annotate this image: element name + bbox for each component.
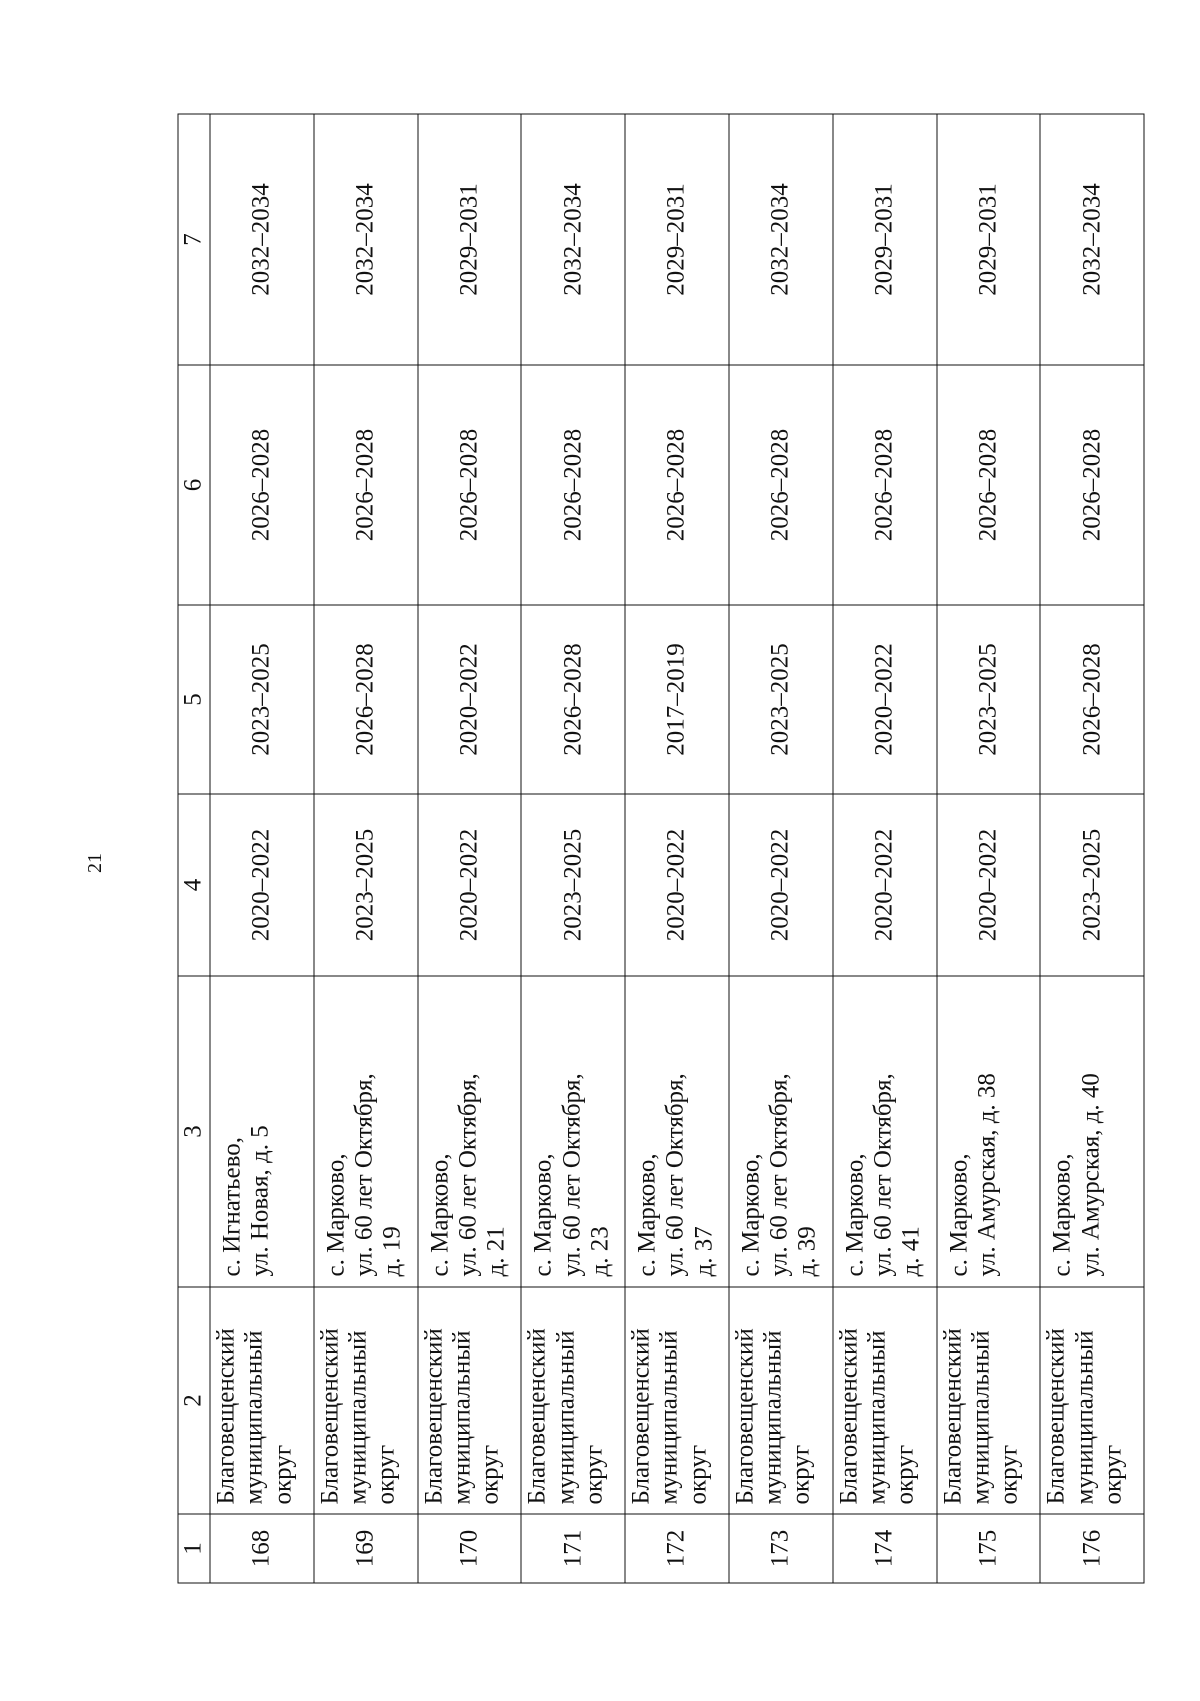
district-line: муниципальный [863,1330,891,1504]
district-line: Благовещенский [730,1327,758,1504]
address-line: д. 41 [897,1225,925,1276]
table-row [313,114,417,1583]
district-cell [728,1287,832,1514]
row-number-cell: 173 [728,1514,832,1583]
address-line: ул. Амурская, д. 38 [972,1072,1000,1276]
address-line: с. Марково, [321,1152,349,1276]
period-cell-p7: 2029–2031 [417,114,521,365]
address-line: ул. 60 лет Октября, [869,1072,897,1276]
column-header: 6 [178,365,210,605]
address-line: с. Игнатьево, [218,1136,245,1276]
district-line: округ [891,1444,919,1504]
district-line: Благовещенский [212,1327,239,1504]
row-number-cell: 176 [1040,1514,1144,1583]
district-line: округ [579,1444,607,1504]
district-line: муниципальный [551,1330,579,1504]
district-cell [313,1287,417,1514]
district-line: округ [372,1444,400,1504]
period-cell-p5: 2020–2022 [832,605,936,794]
column-header: 3 [178,976,210,1287]
address-line: д. 23 [585,1225,613,1276]
period-cell-p7: 2032–2034 [210,114,314,365]
district-line: Благовещенский [834,1327,862,1504]
column-header: 4 [178,794,210,976]
period-cell-p7: 2032–2034 [313,114,417,365]
address-cell [313,976,417,1287]
address-line: д. 21 [482,1225,510,1276]
district-line: муниципальный [447,1330,475,1504]
district-line: муниципальный [759,1330,787,1504]
address-cell [1040,976,1144,1287]
period-cell-p6: 2026–2028 [313,365,417,605]
table-row [832,114,936,1583]
table-rotated-container [177,114,1143,1583]
address-line: с. Марково, [840,1152,868,1276]
district-cell [521,1287,625,1514]
table-row [417,114,521,1583]
period-cell-p5: 2023–2025 [936,605,1040,794]
period-cell-p7: 2029–2031 [936,114,1040,365]
address-line: с. Марково, [425,1152,453,1276]
address-line: ул. Новая, д. 5 [246,1124,274,1276]
district-cell [832,1287,936,1514]
period-cell-p4: 2023–2025 [1040,794,1144,976]
address-line: ул. 60 лет Октября, [557,1072,585,1276]
address-line: с. Марково, [736,1152,764,1276]
address-cell [625,976,729,1287]
address-line: ул. 60 лет Октября, [350,1072,378,1276]
table-row [521,114,625,1583]
district-cell [417,1287,521,1514]
district-line: муниципальный [1070,1330,1098,1504]
period-cell-p4: 2020–2022 [936,794,1040,976]
district-cell [1040,1287,1144,1514]
period-cell-p5: 2026–2028 [1040,605,1144,794]
period-cell-p6: 2026–2028 [936,365,1040,605]
column-header: 5 [178,605,210,794]
period-cell-p7: 2032–2034 [521,114,625,365]
address-line: ул. 60 лет Октября, [765,1072,793,1276]
row-number-cell: 168 [210,1514,314,1583]
period-cell-p5: 2026–2028 [521,605,625,794]
address-line: д. 37 [689,1225,717,1276]
district-line: округ [787,1444,815,1504]
period-cell-p6: 2026–2028 [728,365,832,605]
column-header: 1 [178,1514,210,1583]
housing-schedule-table [177,113,1144,1583]
period-cell-p4: 2020–2022 [832,794,936,976]
period-cell-p5: 2023–2025 [728,605,832,794]
table-row [936,114,1040,1583]
address-cell [936,976,1040,1287]
row-number-cell: 171 [521,1514,625,1583]
row-number-cell: 175 [936,1514,1040,1583]
district-line: округ [1098,1444,1126,1504]
period-cell-p4: 2020–2022 [417,794,521,976]
period-cell-p5: 2020–2022 [417,605,521,794]
period-cell-p7: 2032–2034 [1040,114,1144,365]
address-line: д. 39 [793,1225,821,1276]
row-number-cell: 174 [832,1514,936,1583]
table-wrapper [177,114,1143,1583]
period-cell-p7: 2029–2031 [625,114,729,365]
period-cell-p6: 2026–2028 [417,365,521,605]
district-line: Благовещенский [315,1327,343,1504]
column-number-row [178,114,210,1583]
address-cell [417,976,521,1287]
district-line: муниципальный [240,1330,268,1504]
address-cell [728,976,832,1287]
period-cell-p6: 2026–2028 [521,365,625,605]
district-cell [936,1287,1040,1514]
address-cell [210,976,314,1287]
district-line: округ [995,1444,1023,1504]
page-number: 21 [84,853,106,873]
district-cell [625,1287,729,1514]
district-line: Благовещенский [627,1327,655,1504]
address-line: с. Марково, [1048,1152,1076,1276]
period-cell-p4: 2020–2022 [210,794,314,976]
district-cell [210,1287,314,1514]
period-cell-p5: 2023–2025 [210,605,314,794]
period-cell-p7: 2029–2031 [832,114,936,365]
column-header: 2 [178,1287,210,1514]
period-cell-p5: 2026–2028 [313,605,417,794]
period-cell-p7: 2032–2034 [728,114,832,365]
district-line: муниципальный [655,1330,683,1504]
period-cell-p5: 2017–2019 [625,605,729,794]
address-line: с. Марково, [633,1152,661,1276]
table-row [728,114,832,1583]
address-cell [832,976,936,1287]
row-number-cell: 172 [625,1514,729,1583]
district-line: округ [683,1444,711,1504]
period-cell-p4: 2023–2025 [313,794,417,976]
table-row [1040,114,1144,1583]
address-line: с. Марково, [529,1152,557,1276]
district-line: Благовещенский [1042,1327,1070,1504]
address-line: ул. 60 лет Октября, [453,1072,481,1276]
table-row [210,114,314,1583]
district-line: Благовещенский [938,1327,966,1504]
district-line: Благовещенский [523,1327,551,1504]
district-line: округ [476,1444,504,1504]
address-line: ул. 60 лет Октября, [661,1072,689,1276]
table-row [625,114,729,1583]
period-cell-p6: 2026–2028 [832,365,936,605]
period-cell-p4: 2020–2022 [728,794,832,976]
period-cell-p6: 2026–2028 [210,365,314,605]
row-number-cell: 170 [417,1514,521,1583]
address-line: ул. Амурская, д. 40 [1076,1072,1104,1276]
district-line: муниципальный [344,1330,372,1504]
period-cell-p4: 2023–2025 [521,794,625,976]
period-cell-p6: 2026–2028 [1040,365,1144,605]
address-line: д. 19 [378,1225,406,1276]
row-number-cell: 169 [313,1514,417,1583]
period-cell-p6: 2026–2028 [625,365,729,605]
column-header: 7 [178,114,210,365]
district-line: муниципальный [966,1330,994,1504]
address-cell [521,976,625,1287]
period-cell-p4: 2020–2022 [625,794,729,976]
district-line: Благовещенский [419,1327,447,1504]
district-line: округ [268,1444,296,1504]
address-line: с. Марково, [944,1152,972,1276]
